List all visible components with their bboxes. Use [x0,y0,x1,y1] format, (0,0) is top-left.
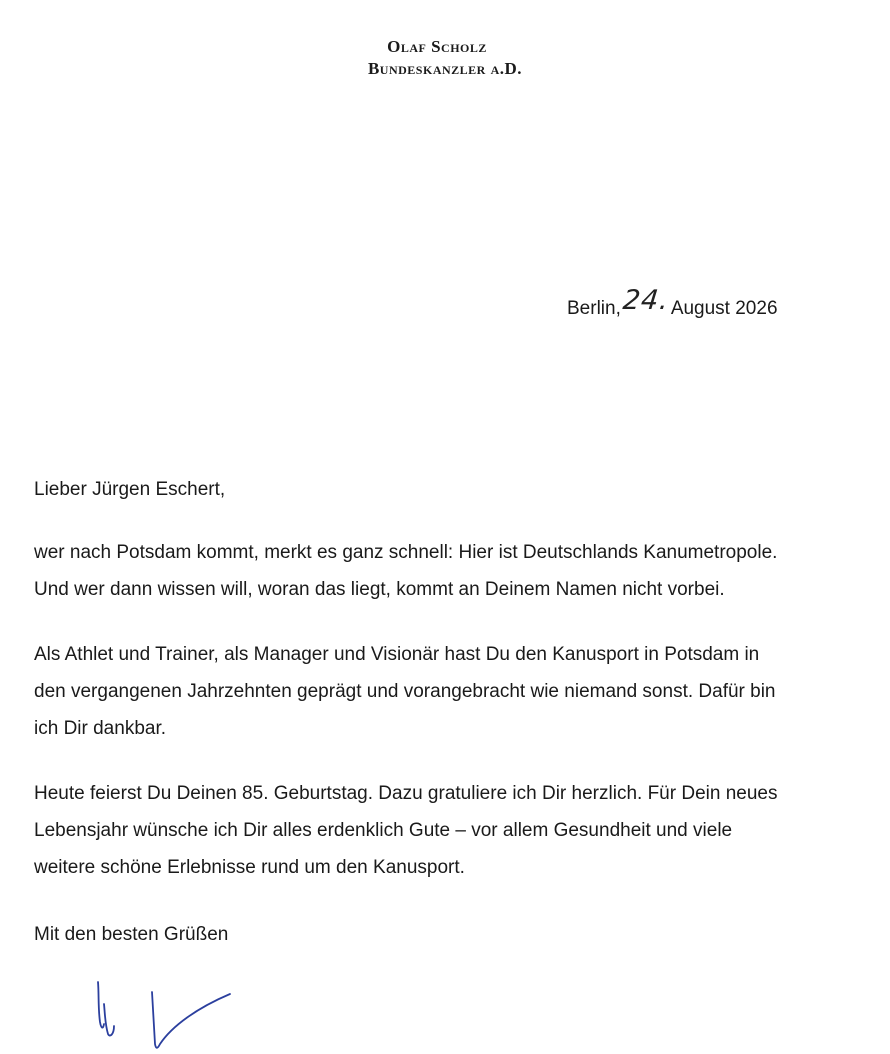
closing-text: Mit den besten Grüßen [34,924,229,945]
paragraph-3 [34,775,834,886]
paragraph-3-line-3: weitere schöne Erlebnisse rund um den Kanusport. [34,857,465,878]
paragraph-2-line-1: Als Athlet und Trainer, als Manager und Visionär hast Du den Kanusport in Potsdam in [34,644,760,665]
paragraph-1-line-2: Und wer dann wissen will, woran das liegt, kommt an Deinem Namen nicht vorbei. [34,579,725,600]
letterhead [0,36,890,80]
sender-title: Bundeskanzler a.D. [367,59,523,78]
closing [34,916,834,953]
date-city: Berlin, [567,298,621,319]
paragraph-1-line-1: wer nach Potsdam kommt, merkt es ganz schnell: Hier ist Deutschlands Kanumetropole. [34,542,778,563]
salutation-text: Lieber Jürgen Eschert, [34,479,226,500]
paragraph-3-line-1: Heute feierst Du Deinen 85. Geburtstag. Dazu gratuliere ich Dir herzlich. Für Dein neues [34,783,778,804]
paragraph-3-line-2: Lebensjahr wünsche ich Dir alles erdenklich Gute – vor allem Gesundheit und viele [34,820,733,841]
date-day-handwritten: 24. [621,285,671,316]
date-month-year: August 2026 [670,298,778,319]
sender-name: Olaf Scholz [387,37,487,56]
paragraph-2 [34,636,834,747]
paragraph-2-line-2: den vergangenen Jahrzehnten geprägt und vorangebracht wie niemand sonst. Dafür bin [34,681,776,702]
date-line [567,285,778,321]
paragraph-1 [34,534,834,608]
paragraph-2-line-3: ich Dir dankbar. [34,718,167,739]
salutation [34,471,834,508]
handwritten-signature [92,964,242,1054]
